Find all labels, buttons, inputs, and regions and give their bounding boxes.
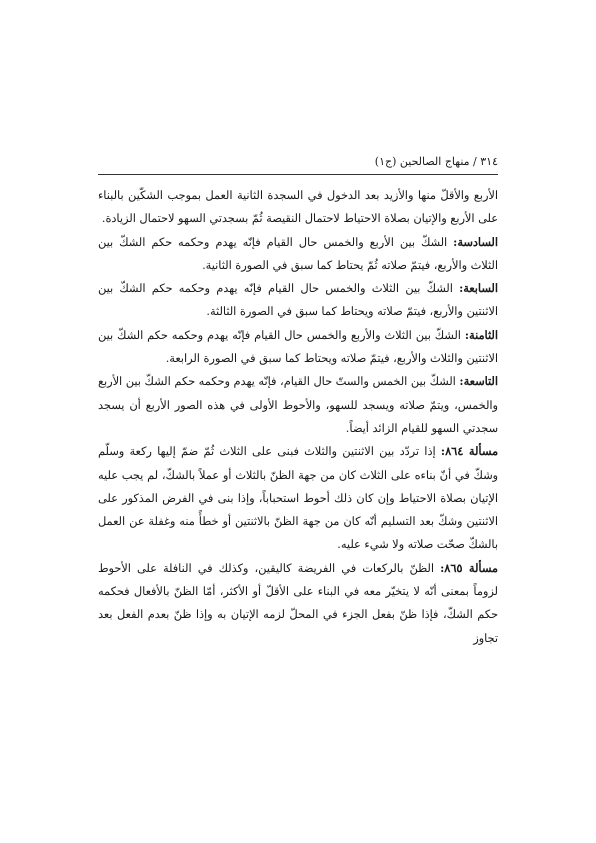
paragraph-issue-864: [98, 440, 498, 556]
paragraph-lead: السادسة:: [453, 234, 498, 249]
paragraph-lead: مسألة ٨٦٥:: [440, 560, 498, 575]
paragraph-text: الشكّ بين الأربع والخمس حال القيام فإنّه يهدم وحكمه حكم الشكّ بين الثلاث والأربع، فيتمّ صلاته ثُمّ يحتاط كما سبق في الصورة الثانية.: [98, 235, 498, 272]
paragraph-lead: التاسعة:: [459, 374, 498, 389]
page-body: [98, 184, 498, 650]
paragraph-case-eight: [98, 324, 498, 371]
paragraph-text: الشكّ بين الثلاث والخمس حال القيام فإنّه يهدم وحكمه حكم الشكّ بين الاثنتين والأربع، فيتمّ صلاته ويحتاط كما سبق في الصورة الثالثة.: [98, 282, 498, 319]
paragraph-case-seven: [98, 277, 498, 324]
paragraph-continuation: [98, 184, 498, 231]
header-divider: [98, 174, 498, 175]
paragraph-lead: السابعة:: [459, 281, 498, 296]
paragraph-text: الشكّ بين الخمس والستّ حال القيام، فإنّه يهدم وحكمه حكم الشكّ بين الأربع والخمس، ويتمّ صلاته ويسجد للسهو، والأحوط الأولى في هذه الصور الأربع أن يسجد سجدتي السهو للقيام الزائد أيضاً.: [98, 375, 498, 435]
paragraph-lead: مسألة ٨٦٤:: [440, 444, 499, 459]
running-header: ٣١٤ / منهاج الصالحين (ج١): [374, 155, 498, 168]
paragraph-case-nine: [98, 370, 498, 440]
paragraph-text: الشكّ بين الثلاث والأربع والخمس حال القيام فإنّه يهدم وحكمه حكم الشكّ بين الاثنتين والثلاث والأربع، فيتمّ صلاته ويحتاط كما سبق في الصورة الرابعة.: [98, 328, 498, 366]
paragraph-text: الأربع والأقلّ منها والأزيد بعد الدخول في السجدة الثانية العمل بموجب الشكّين بالبناء على الأربع والإتيان بصلاة الاحتياط لاحتمال النقيصة ثُمّ بسجدتي السهو لاحتمال الزيادة.: [98, 189, 498, 226]
paragraph-issue-865: [98, 557, 498, 650]
paragraph-case-six: [98, 231, 498, 278]
paragraph-lead: الثامنة:: [464, 327, 498, 342]
paragraph-text: الظنّ بالركعات في الفريضة كاليقين، وكذلك في النافلة على الأحوط لزوماً بمعنى أنّه لا يتخيّر معه في البناء على الأقلّ أو الأكثر، أمّا الظنّ بالأفعال فحكمه حكم الشكّ، فإذا ظنّ بفعل الجزء في المحلّ لزمه الإتيان به وإذا ظنّ بعدم الفعل بعد تجاوز: [98, 561, 498, 645]
paragraph-text: إذا تردّد بين الاثنتين والثلاث فبنى على الثلاث ثُمّ ضمّ إليها ركعة وسلّم وشكّ في أنّ بناءه على الثلاث كان من جهة الظنّ بالثلاث أو عملاً بالشكّ، لم يجب عليه الإتيان بصلاة الاحتياط وإن كان ذلك أحوط استحباباً، وإذا بنى في الفرض المذكور على الاثنتين وشكّ بعد التسليم أنّه كان من جهة الظنّ بالاثنتين أو خطأً منه وغفلة عن العمل بالشكّ صحّت صلاته ولا شيء عليه.: [98, 445, 498, 552]
